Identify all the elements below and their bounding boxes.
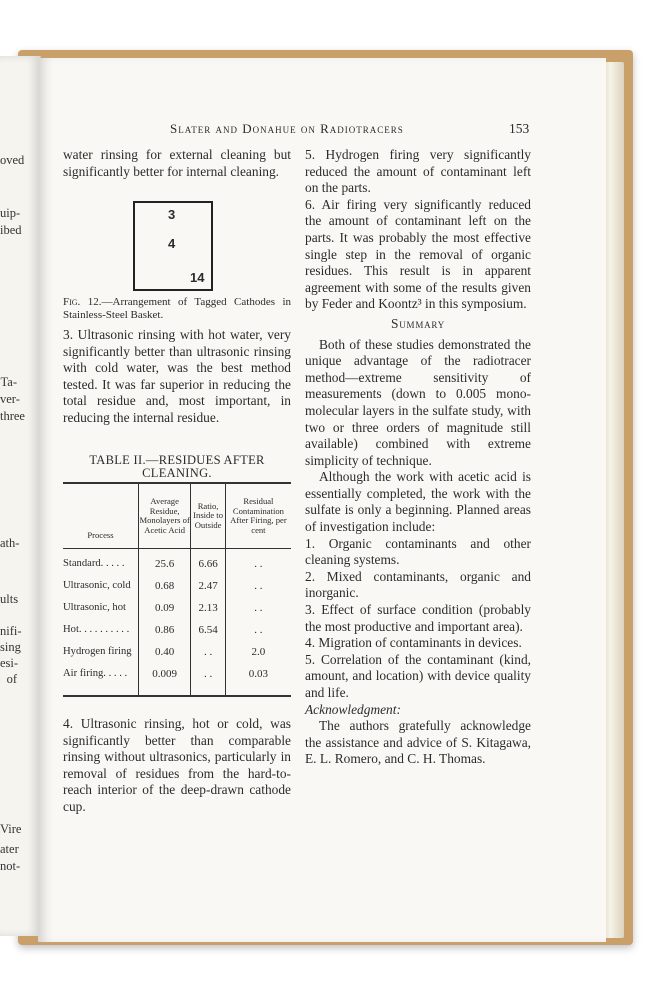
residues-table (63, 482, 291, 697)
left-page-fragment: ibed (0, 223, 22, 237)
figure-caption (63, 296, 291, 322)
figure-label: 4 (168, 236, 176, 251)
paragraph: 5. Hydrogen firing very significantly reduced the amount of contaminant left on the parts. (305, 147, 531, 196)
table-cell: . . (203, 646, 213, 658)
figure-label: 3 (168, 207, 176, 222)
left-page-fragment: esi- (0, 656, 19, 670)
table-cell: 25.6 (155, 558, 175, 570)
right-column (305, 147, 531, 768)
table-cell: 0.40 (155, 646, 175, 658)
paragraph: Both of these studies demonstrated the unique advantage of the radiotracer method—extreme sensitivity of measurements (down to 0.005 monomolecular layers in the sulfate study, with two or three orders of magnitude still available) combined with extreme simplicity of technique. (305, 336, 531, 468)
table-cell: Hot. . . . . . . . . . (63, 624, 130, 635)
left-page-fragment: ver- (0, 392, 20, 406)
table-cell: 0.009 (152, 668, 178, 680)
figure-label: 14 (190, 270, 205, 285)
after-firing-column (225, 549, 291, 695)
left-page-fragment: Vire (0, 822, 22, 836)
summary-heading: Summary (390, 315, 446, 331)
table-cell: Standard. . . . . (63, 558, 125, 569)
paragraph: Although the work with acetic acid is essentially completed, the work with the sulfate is only a beginning. Planned areas of investigation include: (305, 469, 531, 535)
column-header: Residual Contamination After Firing, per cent (225, 484, 291, 548)
left-page-fragment: of (6, 672, 17, 686)
left-column-middle (63, 327, 291, 427)
table-cell: 0.09 (155, 602, 175, 614)
table-cell: 6.66 (198, 558, 218, 570)
residue-column (138, 549, 190, 695)
left-page-fragment: nifi- (0, 624, 22, 638)
paragraph: 4. Ultrasonic rinsing, hot or cold, was significantly better than comparable rinsing without ultrasonics, particularly in removal of residues from the hard-to-reach interior of the deep-drawn cathode cup. (63, 716, 291, 814)
list-item: 1. Organic contaminants and other cleaning systems. (305, 535, 531, 568)
paragraph: water rinsing for external cleaning but significantly better for internal cleaning. (63, 147, 291, 179)
table-cell: 0.03 (248, 668, 269, 680)
caption-text: —Arrangement of Tagged Cathodes in Stainless-Steel Basket. (63, 296, 291, 321)
left-page-fragment: ath- (0, 536, 20, 550)
table-cell: Hydrogen firing (63, 646, 132, 657)
column-header: Process (87, 529, 114, 540)
paragraph: 3. Ultrasonic rinsing with hot water, very significantly better than ultrasonic rinsing with cold water, was the best method tested. It was far superior in reducing the total residue and, most important, in reducing the internal residue. (63, 327, 291, 425)
table-cell: . . (254, 624, 263, 636)
paragraph: 6. Air firing very significantly reduced the amount of contaminant left on the parts. It was probably the most effective single step in the removal of organic residues. This result is in apparent agreement with some of the results given by Feder and Koontz³ in this symposium. (305, 196, 531, 312)
left-column-top (63, 147, 291, 180)
left-page-fragment: Ta- (0, 375, 17, 389)
ratio-column (190, 549, 225, 695)
table-cell: 6.54 (198, 624, 218, 636)
left-page-fragment: uip- (0, 206, 21, 220)
left-column-bottom (63, 716, 291, 816)
left-page (0, 56, 41, 936)
left-page-fragment: ater (0, 842, 19, 856)
paragraph: The authors gratefully acknowledge the assistance and advice of S. Kitagawa, E. L. Romero, and C. H. Thomas. (305, 718, 531, 767)
list-item: 2. Mixed contaminants, organic and inorganic. (305, 568, 531, 601)
table-cell: . . (254, 580, 263, 592)
table-cell: Air firing. . . . . (63, 668, 128, 679)
column-header: Average Residue, Monolayers of Acetic Acid (138, 484, 190, 548)
running-title: Slater and Donahue on Radiotracers (170, 121, 404, 136)
figure-12-diagram (133, 201, 213, 291)
left-page-fragment: sing (0, 640, 21, 654)
page-number: 153 (509, 121, 530, 136)
table-cell: 0.86 (155, 624, 175, 636)
table-body (63, 549, 291, 695)
left-page-fragment: oved (0, 153, 25, 167)
list-item: 4. Migration of contaminants in devices. (305, 635, 522, 651)
list-item: 5. Correlation of the contaminant (kind, amount, and location) with device quality and life. (305, 651, 531, 700)
caption-label: Fig. 12. (63, 296, 102, 308)
left-page-fragment: not- (0, 859, 21, 873)
process-column (63, 549, 138, 695)
left-page-fragment: three (0, 409, 25, 423)
list-item: 3. Effect of surface condition (probably the most productive and important area). (305, 602, 531, 634)
table-cell: . . (203, 668, 213, 680)
table-cell: . . (254, 558, 263, 570)
table-cell: Ultrasonic, cold (63, 580, 131, 591)
table-cell: 0.68 (155, 580, 175, 592)
table-cell: Ultrasonic, hot (63, 602, 126, 613)
left-page-fragment: ults (0, 592, 19, 606)
column-header: Ratio, Inside to Outside (190, 484, 225, 548)
table-title: TABLE II.—RESIDUES AFTER CLEANING. (89, 453, 265, 480)
table-cell: 2.0 (251, 646, 266, 658)
table-cell: 2.13 (198, 602, 218, 614)
table-cell: . . (254, 602, 263, 614)
acknowledgment-heading: Acknowledgment: (305, 701, 401, 717)
table-header (63, 484, 291, 549)
table-cell: 2.47 (198, 580, 218, 592)
